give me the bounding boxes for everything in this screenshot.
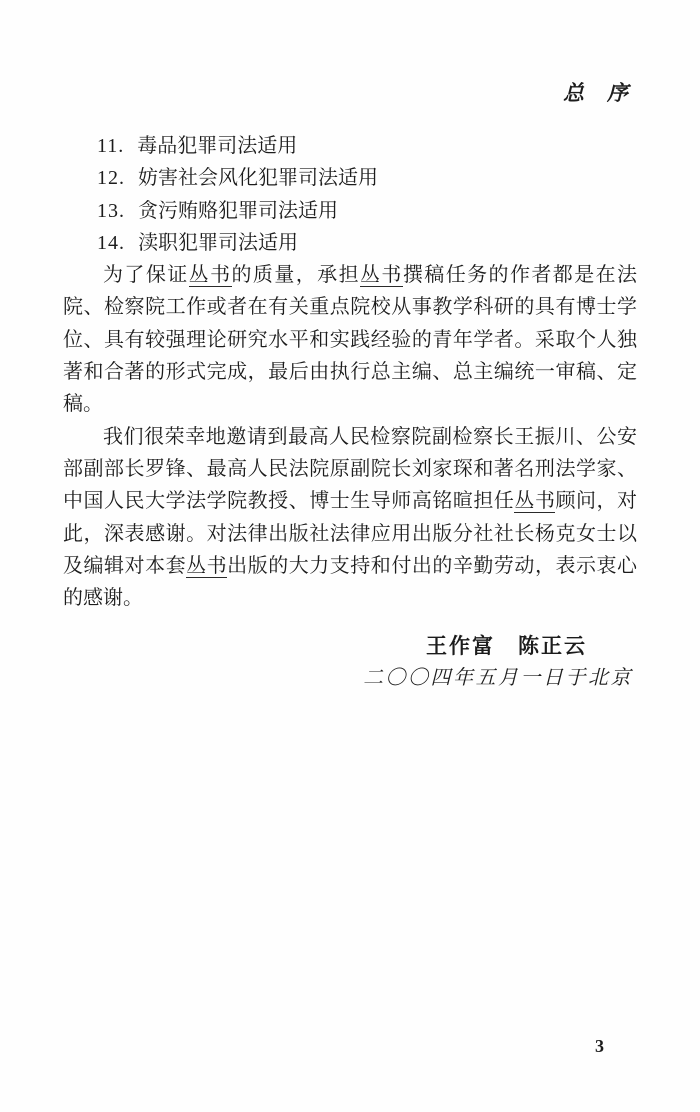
signature-date: 二〇〇四年五月一日于北京 [363,667,633,690]
list-item [63,227,637,259]
list-item-title: 妨害社会风化犯罪司法适用 [138,167,378,190]
page-content [63,130,637,694]
list-item-title: 渎职犯罪司法适用 [138,231,298,254]
text-segment: 为了保证 [103,264,189,287]
page-number: 3 [595,1036,604,1056]
text-segment: 顾问，对此，深表感谢。对法律出版社法律应用出版分社社长杨克女士以及编辑对本套 [63,490,638,577]
list-item [63,130,637,162]
paragraph-quality [63,259,637,420]
text-segment: 的质量，承担 [231,264,361,287]
list-item-number: 13. [97,199,125,222]
series-name-underlined: 丛书 [360,264,403,287]
list-item-number: 12. [97,167,125,190]
list-item [63,195,637,227]
series-name-underlined: 丛书 [186,554,228,577]
chapter-header-title: 总 序 [563,81,629,105]
paragraph-acknowledgements [63,421,637,615]
list-item-title: 毒品犯罪司法适用 [137,135,298,157]
text-segment: 撰稿任务的作者都是在法院、检察院工作或者在有关重点院校从事教学科研的具有博士学位、具有较强理论研究水平和实践经验的青年学者。采取个人独著和合著的形式完成，最后由执行总主编、总主编统一审稿、定稿。 [63,264,638,416]
text-segment: 我们很荣幸地邀请到最高人民检察院副检察长王振川、公安部副部长罗锋、最高人民法院原副院长刘家琛和著名刑法学家、中国人民大学法学院教授、博士生导师高铭暄担任 [63,425,637,513]
list-item-number: 14. [97,231,125,254]
series-title-list [63,130,637,259]
text-segment: 出版的大力支持和付出的辛勤劳动，表示衷心的感谢。 [63,554,638,610]
author-names: 王作富 陈正云 [426,634,587,659]
series-name-underlined: 丛书 [188,264,232,287]
list-item-number: 11. [97,135,125,157]
list-item [63,162,637,194]
signature-block [63,630,637,694]
list-item-title: 贪污贿赂犯罪司法适用 [138,199,338,222]
series-name-underlined: 丛书 [514,490,556,513]
page-header [63,80,637,106]
